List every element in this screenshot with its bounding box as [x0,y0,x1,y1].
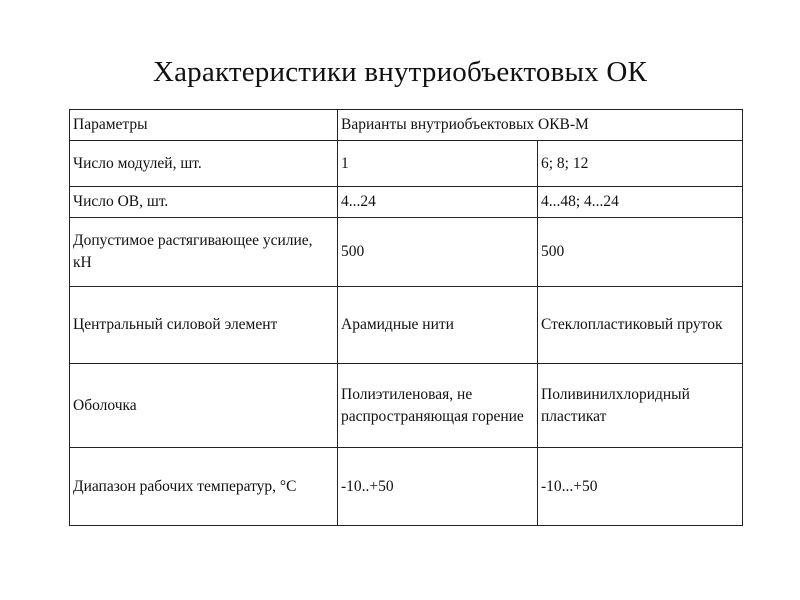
table-row [70,448,743,526]
value-cell: 4...24 [338,187,538,218]
specs-table [69,109,743,526]
param-cell: Диапазон рабочих температур, °С [70,448,338,526]
param-cell: Центральный силовой элемент [70,287,338,364]
param-cell: Допустимое растягивающее усилие, кН [70,218,338,287]
param-cell: Число модулей, шт. [70,141,338,187]
value-cell: 1 [338,141,538,187]
header-cell-variants: Варианты внутриобъектовых ОКВ-М [338,110,743,141]
value-cell: Полиэтиленовая, не распространяющая горение [338,364,538,448]
value-cell: -10..+50 [338,448,538,526]
table-row [70,141,743,187]
value-cell: -10...+50 [538,448,743,526]
param-cell: Оболочка [70,364,338,448]
value-cell: Стеклопластиковый пруток [538,287,743,364]
table-header-row [70,110,743,141]
value-cell: 4...48; 4...24 [538,187,743,218]
value-cell: 6; 8; 12 [538,141,743,187]
param-cell: Число ОВ, шт. [70,187,338,218]
value-cell: Поливинилхлоридный пластикат [538,364,743,448]
table-row [70,287,743,364]
value-cell: 500 [338,218,538,287]
header-cell-params: Параметры [70,110,338,141]
table-row [70,187,743,218]
table-row [70,364,743,448]
slide-title: Характеристики внутриобъектовых ОК [152,56,648,88]
value-cell: Арамидные нити [338,287,538,364]
value-cell: 500 [538,218,743,287]
table-row [70,218,743,287]
